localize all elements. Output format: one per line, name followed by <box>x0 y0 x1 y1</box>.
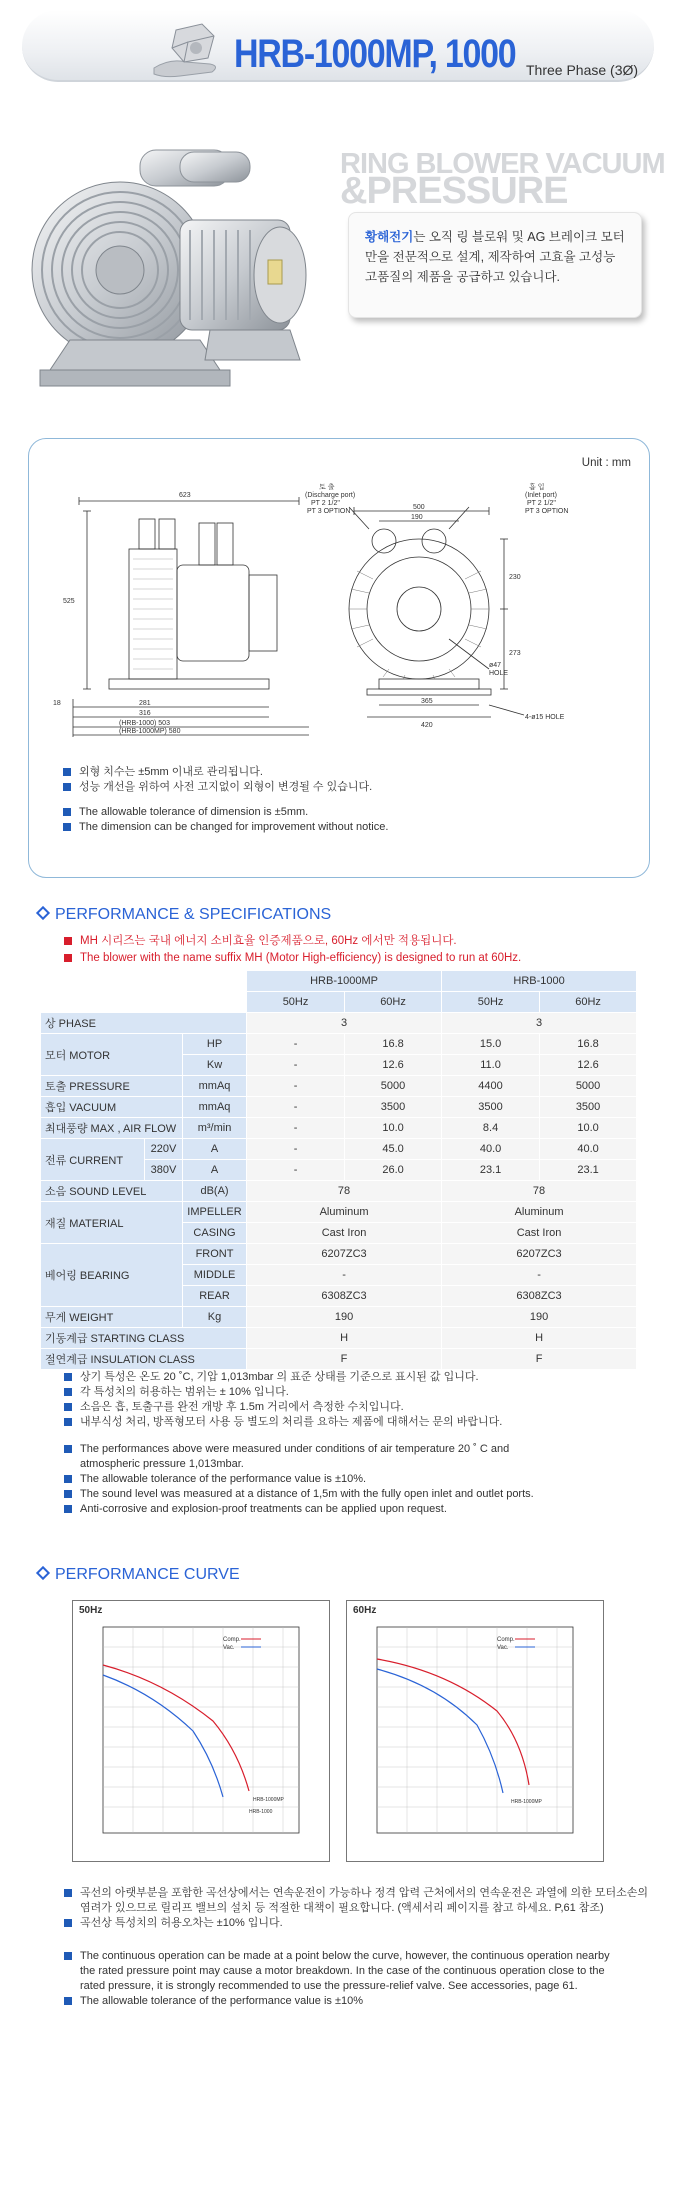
legend-vac: Vac. <box>497 1645 509 1651</box>
dim-316: 316 <box>139 710 151 717</box>
performance-note: The sound level was measured at a distance of 1,5m with the fully open inlet and outlet ports. <box>64 1487 644 1502</box>
cell: 3 <box>247 1013 442 1034</box>
cell: 5000 <box>540 1076 637 1097</box>
cell: 3 <box>442 1013 637 1034</box>
dim-273: 273 <box>509 650 521 657</box>
spec-table <box>40 970 637 1370</box>
row-label: 흡입 VACUUM <box>41 1097 183 1118</box>
unit-label: Unit : mm <box>581 457 631 469</box>
intro-text: 는 오직 링 블로워 및 AG 브레이크 모터만을 전문적으로 설계, 제작하여 고효율 고성능 고품질의 제품을 공급하고 있습니다. <box>365 230 625 284</box>
intro-callout <box>348 212 642 318</box>
red-note: MH 시리즈는 국내 에너지 소비효율 인증제품으로, 60Hz 에서만 적용됩니다. <box>64 934 521 949</box>
pressure-heading: &PRESSURE <box>340 170 568 212</box>
dimension-note: The dimension can be changed for improvement without notice. <box>63 820 388 835</box>
dimension-note: The allowable tolerance of dimension is ±5mm. <box>63 805 388 820</box>
cell: - <box>247 1160 345 1181</box>
dim-623: 623 <box>179 492 191 499</box>
cell: 23.1 <box>442 1160 540 1181</box>
cell: 6308ZC3 <box>442 1286 637 1307</box>
cell: H <box>442 1328 637 1349</box>
cell: 16.8 <box>540 1034 637 1055</box>
dimension-drawing <box>49 479 639 739</box>
cell: - <box>247 1097 345 1118</box>
curve-60hz <box>346 1600 604 1862</box>
unit-cell: dB(A) <box>183 1181 247 1202</box>
cell: - <box>247 1139 345 1160</box>
dim-18: 18 <box>53 700 61 707</box>
cell: 6207ZC3 <box>442 1244 637 1265</box>
curve-note: 곡선상 특성치의 허용오차는 ±10% 입니다. <box>64 1916 654 1931</box>
row-label: 토출 PRESSURE <box>41 1076 183 1097</box>
cell: Aluminum <box>247 1202 442 1223</box>
dim-365: 365 <box>421 698 433 705</box>
cell: 78 <box>442 1181 637 1202</box>
dimension-panel <box>28 438 650 878</box>
cell: 190 <box>442 1307 637 1328</box>
curve-note: The allowable tolerance of the performance value is ±10% <box>64 1994 654 2009</box>
unit-cell: A <box>183 1160 247 1181</box>
red-note: The blower with the name suffix MH (Motor High-efficiency) is designed to run at 60Hz. <box>64 951 521 966</box>
performance-note: The allowable tolerance of the performance value is ±10%. <box>64 1472 644 1487</box>
cell: - <box>247 1118 345 1139</box>
diamond-icon <box>36 1566 50 1580</box>
hole-15-label: 4-ø15 HOLE <box>525 714 565 721</box>
inlet-label: 흡 입 <box>529 484 545 491</box>
unit-cell: m³/min <box>183 1118 247 1139</box>
curve-label: 60Hz <box>353 1605 377 1616</box>
unit-cell: MIDDLE <box>183 1265 247 1286</box>
unit-cell: HP <box>183 1034 247 1055</box>
hz-header: 50Hz <box>247 992 345 1013</box>
row-label: 전류 CURRENT <box>41 1139 145 1181</box>
performance-note: 내부식성 처리, 방폭형모터 사용 등 별도의 처리를 요하는 제품에 대해서는 문의 바랍니다. <box>64 1415 644 1430</box>
hz-header: 50Hz <box>442 992 540 1013</box>
legend-comp: Comp. <box>497 1637 515 1643</box>
pt-left-label: PT 2 1/2" <box>311 500 340 507</box>
cell: 10.0 <box>345 1118 442 1139</box>
intro-brand: 황해전기 <box>365 230 414 244</box>
pt-right-label: PT 2 1/2" <box>527 500 556 507</box>
dim-500: 500 <box>413 504 425 511</box>
performance-notes <box>64 1370 644 1517</box>
model-label: HRB-1000 <box>249 1809 273 1815</box>
unit-cell: A <box>183 1139 247 1160</box>
cell: 3500 <box>540 1097 637 1118</box>
cell: - <box>247 1265 442 1286</box>
row-label: 상 PHASE <box>41 1013 247 1034</box>
opt-left-label: PT 3 OPTION <box>307 508 351 515</box>
cell: 5000 <box>345 1076 442 1097</box>
hole-47-label-b: HOLE <box>489 670 509 677</box>
cell: 45.0 <box>345 1139 442 1160</box>
dim-580: (HRB-1000MP) 580 <box>119 728 181 735</box>
diamond-icon <box>36 906 50 920</box>
cell: H <box>247 1328 442 1349</box>
cell: 3500 <box>345 1097 442 1118</box>
unit-cell: REAR <box>183 1286 247 1307</box>
cell: 12.6 <box>540 1055 637 1076</box>
row-label: 모터 MOTOR <box>41 1034 183 1076</box>
ring-blower-heading: RING BLOWER VACUUM <box>340 148 665 180</box>
dimension-notes <box>63 765 388 835</box>
cell: Cast Iron <box>442 1223 637 1244</box>
row-label: 소음 SOUND LEVEL <box>41 1181 183 1202</box>
unit-cell: mmAq <box>183 1097 247 1118</box>
unit-cell: Kg <box>183 1307 247 1328</box>
unit-cell: FRONT <box>183 1244 247 1265</box>
row-label: 절연계급 INSULATION CLASS <box>41 1349 247 1370</box>
cell: Aluminum <box>442 1202 637 1223</box>
cell: 10.0 <box>540 1118 637 1139</box>
cell: 4400 <box>442 1076 540 1097</box>
row-label: 재질 MATERIAL <box>41 1202 183 1244</box>
model-label: HRB-1000MP <box>511 1799 542 1805</box>
cell: 6308ZC3 <box>247 1286 442 1307</box>
curve-title-text: PERFORMANCE CURVE <box>55 1566 240 1583</box>
page-subtitle: Three Phase (3Ø) <box>526 62 639 78</box>
hz-header: 60Hz <box>345 992 442 1013</box>
cell: Cast Iron <box>247 1223 442 1244</box>
curve-note: 곡선의 아랫부분을 포함한 곡선상에서는 연속운전이 가능하나 정격 압력 근처에서의 연속운전은 과열에 의한 모터소손의 염려가 있으므로 릴리프 밸브의 설치 등 적절한 대책이 필요합니다. (액세서리 페이지를 참고 하세요. P,61 참조) <box>64 1886 654 1916</box>
sub-cell: 220V <box>145 1139 183 1160</box>
cell: 190 <box>247 1307 442 1328</box>
cell: 26.0 <box>345 1160 442 1181</box>
performance-note: 상기 특성은 온도 20 ˚C, 기압 1,013mbar 의 표준 상태를 기준으로 표시된 값 입니다. <box>64 1370 644 1385</box>
hz-header: 60Hz <box>540 992 637 1013</box>
performance-note: 소음은 흡, 토출구를 완전 개방 후 1.5m 거리에서 측정한 수치입니다. <box>64 1400 644 1415</box>
cell: F <box>442 1349 637 1370</box>
cell: - <box>442 1265 637 1286</box>
dim-503: (HRB-1000) 503 <box>119 720 170 727</box>
cell: 40.0 <box>540 1139 637 1160</box>
page-title: HRB-1000MP, 1000 <box>234 32 516 76</box>
performance-note: The performances above were measured under conditions of air temperature 20 ˚ C and atmospheric pressure 1,013mbar. <box>64 1442 534 1472</box>
performance-note: Anti-corrosive and explosion-proof treatments can be applied upon request. <box>64 1502 644 1517</box>
curve-notes <box>64 1886 654 2009</box>
cell: - <box>247 1076 345 1097</box>
ring-blower-image <box>30 130 330 405</box>
unit-cell: IMPELLER <box>183 1202 247 1223</box>
dim-525: 525 <box>63 598 75 605</box>
discharge-en-label: (Discharge port) <box>305 492 356 499</box>
model-label: HRB-1000MP <box>253 1797 284 1803</box>
curve-50hz <box>72 1600 330 1862</box>
curve-note: The continuous operation can be made at a point below the curve, however, the continuous operation nearby the rated pressure point may cause a motor breakdown. In the case of the continuous operation close to the rated pressure, it is strongly recommended to use the pressure-relief valve. See accessories, page 61. <box>64 1949 624 1994</box>
dimension-note: 외형 치수는 ±5mm 이내로 관리됩니다. <box>63 765 388 780</box>
row-label: 무게 WEIGHT <box>41 1307 183 1328</box>
curve-60hz-plot <box>347 1601 605 1863</box>
dim-230: 230 <box>509 574 521 581</box>
performance-title-text: PERFORMANCE & SPECIFICATIONS <box>55 906 332 923</box>
performance-red-notes <box>64 934 521 966</box>
unit-cell: mmAq <box>183 1076 247 1097</box>
hole-47-label: ø47 <box>489 662 502 669</box>
cell: 23.1 <box>540 1160 637 1181</box>
curve-section-title <box>38 1566 240 1584</box>
row-label: 베어링 BEARING <box>41 1244 183 1307</box>
discharge-label: 토 출 <box>319 484 335 491</box>
cell: - <box>247 1055 345 1076</box>
cell: F <box>247 1349 442 1370</box>
cell: 11.0 <box>442 1055 540 1076</box>
dim-190: 190 <box>411 514 423 521</box>
cell: 78 <box>247 1181 442 1202</box>
sub-cell: 380V <box>145 1160 183 1181</box>
hand-product-icon <box>150 20 230 80</box>
unit-cell: CASING <box>183 1223 247 1244</box>
model-header: HRB-1000MP <box>247 971 442 992</box>
inlet-en-label: (Inlet port) <box>525 492 557 499</box>
curve-50hz-plot <box>73 1601 331 1863</box>
performance-note: 각 특성치의 허용하는 범위는 ± 10% 입니다. <box>64 1385 644 1400</box>
performance-section-title <box>38 906 331 924</box>
row-label: 기동계급 STARTING CLASS <box>41 1328 247 1349</box>
cell: 40.0 <box>442 1139 540 1160</box>
curve-label: 50Hz <box>79 1605 103 1616</box>
legend-comp: Comp. <box>223 1637 241 1643</box>
cell: 6207ZC3 <box>247 1244 442 1265</box>
row-label: 최대풍량 MAX , AIR FLOW <box>41 1118 183 1139</box>
cell: 8.4 <box>442 1118 540 1139</box>
opt-right-label: PT 3 OPTION <box>525 508 569 515</box>
cell: 12.6 <box>345 1055 442 1076</box>
cell: - <box>247 1034 345 1055</box>
cell: 3500 <box>442 1097 540 1118</box>
cell: 16.8 <box>345 1034 442 1055</box>
cell: 15.0 <box>442 1034 540 1055</box>
dim-420: 420 <box>421 722 433 729</box>
legend-vac: Vac. <box>223 1645 235 1651</box>
model-header: HRB-1000 <box>442 971 637 992</box>
unit-cell: Kw <box>183 1055 247 1076</box>
dim-281: 281 <box>139 700 151 707</box>
dimension-note: 성능 개선을 위하여 사전 고지없이 외형이 변경될 수 있습니다. <box>63 780 388 795</box>
